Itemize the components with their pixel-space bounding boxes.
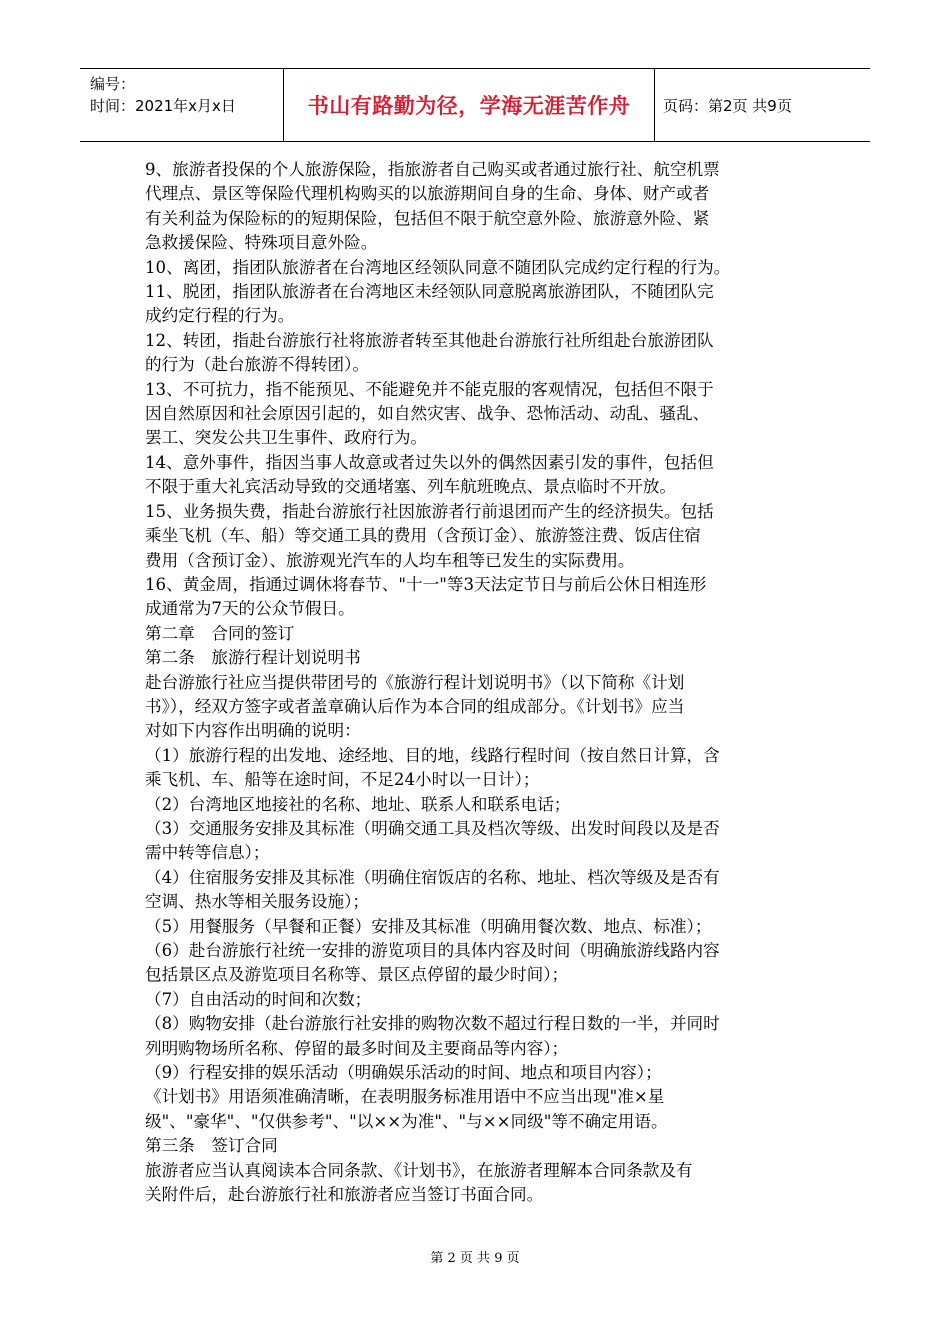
header-motto: 书山有路勤为径，学海无涯苦作舟 (283, 69, 655, 141)
body-line: 成约定行程的行为。 (145, 306, 295, 326)
body-line: 关附件后，赴台游旅行社和旅游者应当签订书面合同。 (145, 1185, 544, 1205)
body-line: 包括景区点及游览项目名称等、景区点停留的最少时间）； (145, 965, 569, 985)
body-line: 对如下内容作出明确的说明： (145, 721, 361, 741)
body-line: 14、意外事件，指因当事人故意或者过失以外的偶然因素引发的事件，包括但 (145, 452, 714, 472)
body-line: 第二条 旅游行程计划说明书 (145, 648, 361, 668)
body-line: （3）交通服务安排及其标准（明确交通工具及档次等级、出发时间段以及是否 (145, 818, 720, 838)
body-line: 书》），经双方签字或者盖章确认后作为本合同的组成部分。《计划书》应当 (145, 696, 685, 716)
page-footer: 第 2 页 共 9 页 (430, 1251, 520, 1266)
body-line: （6）赴台游旅行社统一安排的游览项目的具体内容及时间（明确旅游线路内容 (145, 941, 720, 960)
body-line: 16、黄金周，指通过调休将春节、"十一"等3天法定节日与前后公休日相连形 (145, 574, 707, 594)
body-line: （7）自由活动的时间和次数； (145, 989, 372, 1009)
body-line: 9、旅游者投保的个人旅游保险，指旅游者自己购买或者通过旅行社、航空机票 (145, 160, 720, 179)
document-body (145, 158, 810, 1207)
body-line: （8）购物安排（赴台游旅行社安排的购物次数不超过行程日数的一半，并同时 (145, 1014, 720, 1034)
body-line: 旅游者应当认真阅读本合同条款、《计划书》，在旅游者理解本合同条款及有 (145, 1160, 693, 1180)
body-line: 需中转等信息）； (145, 843, 270, 863)
body-line: （4）住宿服务安排及其标准（明确住宿饭店的名称、地址、档次等级及是否有 (145, 867, 720, 887)
body-line: 赴台游旅行社应当提供带团号的《旅游行程计划说明书》（以下简称《计划 (145, 672, 685, 692)
body-line: 罢工、突发公共卫生事件、政府行为。 (145, 428, 428, 448)
body-line: 成通常为7天的公众节假日。 (145, 599, 355, 619)
body-line: 第三条 签订合同 (145, 1136, 278, 1156)
page-header (80, 68, 870, 142)
body-line: （1）旅游行程的出发地、途经地、目的地，线路行程时间（按自然日计算，含 (145, 745, 720, 765)
body-line: 空调、热水等相关服务设施）； (145, 892, 370, 912)
body-line: 不限于重大礼宾活动导致的交通堵塞、列车航班晚点、景点临时不开放。 (145, 477, 676, 497)
header-meta (80, 69, 283, 141)
body-line: 15、业务损失费，指赴台游旅行社因旅游者行前退团而产生的经济损失。包括 (145, 501, 714, 521)
body-line: （9）行程安排的娱乐活动（明确娱乐活动的时间、地点和项目内容）； (145, 1063, 662, 1083)
header-page-label: 页码：第2页 共9页 (663, 96, 792, 115)
body-line: 乘坐飞机（车、船）等交通工具的费用（含预订金）、旅游签注费、饭店住宿 (145, 526, 701, 546)
document-date-label: 时间：2021年x月x日 (90, 97, 236, 115)
body-line: （5）用餐服务（早餐和正餐）安排及其标准（明确用餐次数、地点、标准）； (145, 916, 712, 936)
body-line: 级"、"豪华"、"仅供参考"、"以××为准"、"与××同级"等不确定用语。 (145, 1111, 668, 1131)
body-line: 第二章 合同的签订 (145, 623, 295, 643)
body-line: （2）台湾地区地接社的名称、地址、联系人和联系电话； (145, 794, 571, 814)
body-line: 11、脱团，指团队旅游者在台湾地区未经领队同意脱离旅游团队，不随团队完 (145, 282, 714, 302)
document-number-label: 编号： (90, 75, 136, 93)
body-line: 10、离团，指团队旅游者在台湾地区经领队同意不随团队完成约定行程的行为。 (145, 257, 731, 277)
body-line: 代理点、景区等保险代理机构购买的以旅游期间自身的生命、身体、财产或者 (145, 184, 710, 204)
body-line: 有关利益为保险标的的短期保险，包括但不限于航空意外险、旅游意外险、紧 (145, 208, 710, 228)
body-line: 列明购物场所名称、停留的最多时间及主要商品等内容）； (145, 1038, 569, 1058)
body-line: 的行为（赴台旅游不得转团）。 (145, 355, 370, 375)
body-line: 《计划书》用语须准确清晰，在表明服务标准用语中不应当出现"准×星 (145, 1087, 665, 1107)
body-line: 因自然原因和社会原因引起的，如自然灾害、战争、恐怖活动、动乱、骚乱、 (145, 404, 710, 424)
body-line: 费用（含预订金）、旅游观光汽车的人均车租等已发生的实际费用。 (145, 550, 635, 570)
body-line: 急救援保险、特殊项目意外险。 (145, 233, 378, 253)
body-line: 乘飞机、车、船等在途时间，不足24小时以一日计）； (145, 770, 540, 790)
body-line: 12、转团，指赴台游旅行社将旅游者转至其他赴台游旅行社所组赴台旅游团队 (145, 330, 714, 350)
body-line: 13、不可抗力，指不能预见、不能避免并不能克服的客观情况，包括但不限于 (145, 379, 714, 399)
